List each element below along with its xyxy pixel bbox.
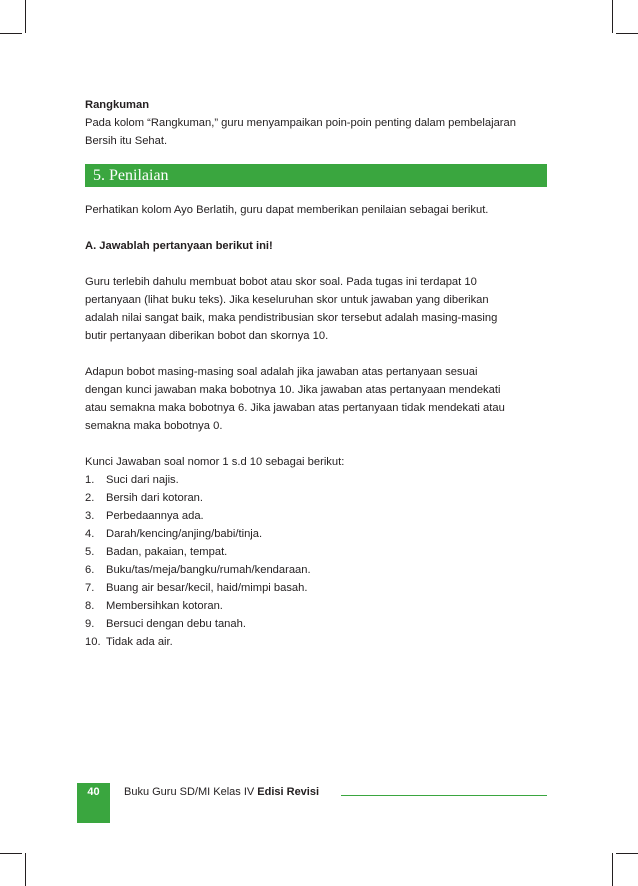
item-text: Suci dari najis.	[106, 474, 179, 486]
item-number: 3.	[85, 510, 95, 522]
list-item	[85, 525, 550, 543]
item-text: Bersuci dengan debu tanah.	[106, 618, 246, 630]
item-number: 10.	[85, 636, 101, 648]
item-number: 6.	[85, 564, 95, 576]
list-item	[85, 579, 550, 597]
answer-key-intro: Kunci Jawaban soal nomor 1 s.d 10 sebagai berikut:	[85, 456, 345, 468]
list-item	[85, 507, 550, 525]
crop-mark	[25, 0, 26, 33]
paragraph-line: pertanyaan (lihat buku teks). Jika keseluruhan skor untuk jawaban yang diberikan	[85, 294, 489, 306]
item-text: Buku/tas/meja/bangku/rumah/kendaraan.	[106, 564, 311, 576]
paragraph-line: butir pertanyaan diberikan bobot dan skornya 10.	[85, 330, 329, 342]
crop-mark	[612, 0, 613, 33]
crop-mark	[616, 853, 638, 854]
edition-label: Edisi Revisi	[257, 786, 320, 798]
item-text: Membersihkan kotoran.	[106, 600, 223, 612]
list-item	[85, 561, 550, 579]
intro-text: Perhatikan kolom Ayo Berlatih, guru dapat memberikan penilaian sebagai berikut.	[85, 204, 489, 216]
paragraph-line: adalah nilai sangat baik, maka pendistribusian skor tersebut adalah masing-masing	[85, 312, 498, 324]
item-number: 2.	[85, 492, 95, 504]
item-text: Perbedaannya ada.	[106, 510, 204, 522]
list-item	[85, 633, 550, 651]
item-text: Bersih dari kotoran.	[106, 492, 204, 504]
paragraph-line: semakna maka bobotnya 0.	[85, 420, 223, 432]
item-text: Tidak ada air.	[106, 636, 173, 648]
paragraph-line: Adapun bobot masing-masing soal adalah jika jawaban atas pertanyaan sesuai	[85, 366, 478, 378]
item-number: 5.	[85, 546, 95, 558]
assessment-body	[85, 201, 550, 651]
summary-heading: Rangkuman	[85, 99, 150, 111]
item-number: 9.	[85, 618, 95, 630]
crop-mark	[25, 853, 26, 886]
page-number: 40	[87, 786, 100, 798]
summary-line: Bersih itu Sehat.	[85, 135, 168, 147]
item-number: 4.	[85, 528, 95, 540]
list-item	[85, 597, 550, 615]
crop-mark	[616, 33, 638, 34]
crop-mark	[0, 853, 22, 854]
list-item	[85, 543, 550, 561]
crop-mark	[612, 853, 613, 886]
item-text: Buang air besar/kecil, haid/mimpi basah.	[106, 582, 308, 594]
answer-list	[85, 471, 550, 651]
summary-line: Pada kolom “Rangkuman,” guru menyampaikan poin-poin penting dalam pembelajaran	[85, 117, 516, 129]
subheading: A. Jawablah pertanyaan berikut ini!	[85, 240, 273, 252]
footer-book-title	[124, 786, 319, 798]
item-text: Badan, pakaian, tempat.	[106, 546, 228, 558]
paragraph-line: atau semakna maka bobotnya 6. Jika jawaban atas pertanyaan tidak mendekati atau	[85, 402, 505, 414]
book-title: Buku Guru SD/MI Kelas IV	[124, 786, 255, 798]
summary-block	[85, 96, 550, 150]
section-title-banner	[85, 164, 547, 187]
footer-rule	[341, 795, 547, 796]
item-number: 1.	[85, 474, 95, 486]
list-item	[85, 471, 550, 489]
item-text: Darah/kencing/anjing/babi/tinja.	[106, 528, 263, 540]
item-number: 7.	[85, 582, 95, 594]
section-title: 5. Penilaian	[93, 167, 169, 184]
paragraph-line: dengan kunci jawaban maka bobotnya 10. Jika jawaban atas pertanyaan mendekati	[85, 384, 501, 396]
list-item	[85, 489, 550, 507]
list-item	[85, 615, 550, 633]
item-number: 8.	[85, 600, 95, 612]
paragraph-line: Guru terlebih dahulu membuat bobot atau skor soal. Pada tugas ini terdapat 10	[85, 276, 477, 288]
crop-mark	[0, 33, 22, 34]
